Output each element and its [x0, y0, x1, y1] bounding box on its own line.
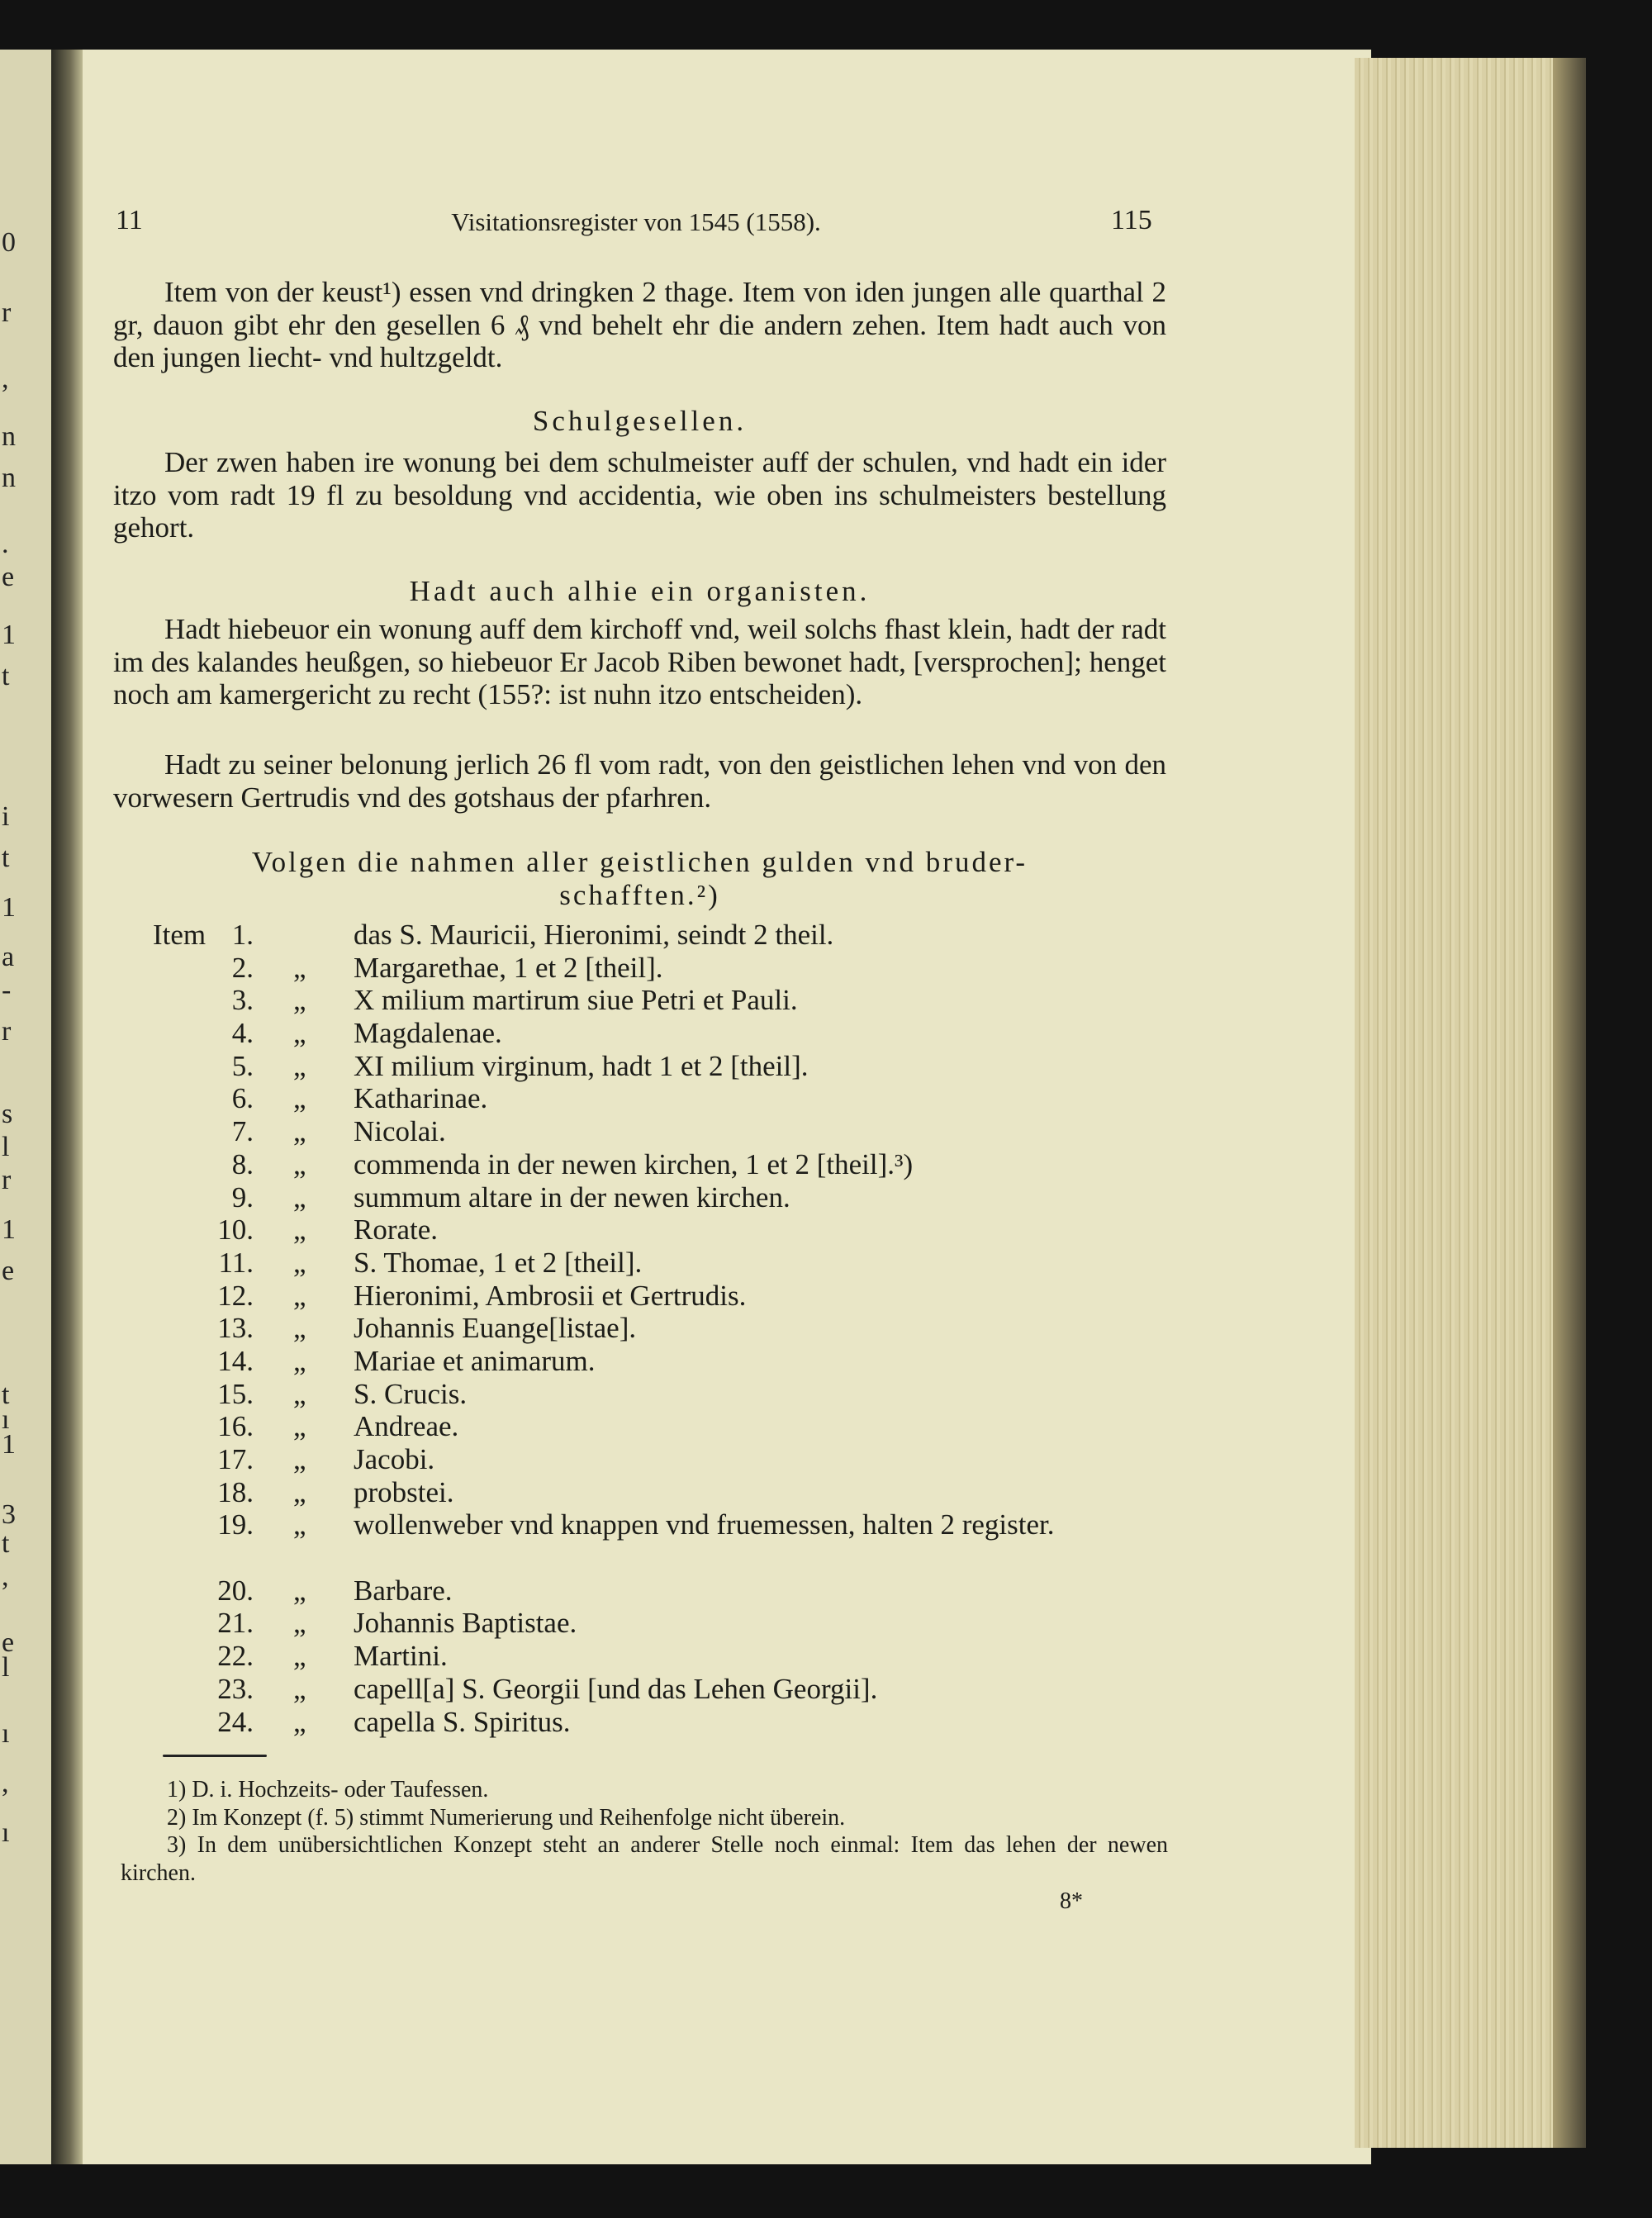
list-item-text: commenda in der newen kirchen, 1 et 2 [theil].³): [354, 1147, 914, 1180]
list-item-number: 17.: [217, 1443, 254, 1475]
margin-letter: n: [2, 463, 16, 493]
book-cover-edge: [1553, 58, 1586, 2148]
list-item: [113, 1247, 1166, 1280]
list-item-text: XI milium virginum, hadt 1 et 2 [theil].: [354, 1049, 809, 1082]
list-item-ditto: „: [293, 1180, 306, 1213]
footnotes: [121, 1776, 1168, 1888]
running-title: Visitationsregister von 1545 (1558).: [451, 207, 821, 236]
list-item-ditto: „: [293, 1475, 306, 1508]
signature-mark: 8*: [1060, 1888, 1083, 1914]
list-item: [113, 1050, 1166, 1083]
page-edges: [1355, 58, 1578, 2148]
list-item-text: Katharinae.: [354, 1082, 488, 1115]
list-item: [113, 952, 1166, 985]
book-gutter: [51, 50, 83, 2164]
list-item-ditto: „: [293, 1213, 306, 1247]
list-item-number: 11.: [218, 1246, 254, 1279]
margin-letter: ,: [2, 1561, 9, 1592]
margin-letter: e: [2, 1627, 15, 1658]
list-item: [113, 1115, 1166, 1148]
margin-letter: t: [2, 661, 10, 691]
list-item-number: 23.: [217, 1672, 254, 1705]
list-item: [113, 1410, 1166, 1443]
margin-letter: ,: [2, 363, 9, 394]
margin-letter: l: [2, 1132, 10, 1162]
list-item: [113, 919, 1166, 952]
list-item-text: Magdalenae.: [354, 1017, 502, 1050]
list-item-text: Barbare.: [354, 1574, 453, 1607]
list-item: [113, 1017, 1166, 1050]
list-item-ditto: „: [293, 1017, 306, 1050]
heading-organisten: Hadt auch alhie ein organisten.: [409, 575, 871, 607]
list-item-text: Mariae et animarum.: [354, 1344, 596, 1377]
list-item-text: Margarethae, 1 et 2 [theil].: [354, 951, 663, 984]
list-item-text: X milium martirum siue Petri et Pauli.: [354, 984, 798, 1017]
list-item: [113, 1443, 1166, 1476]
list-item-text: Nicolai.: [354, 1115, 446, 1148]
list-item-number: 13.: [217, 1312, 254, 1345]
section-number: 11: [116, 205, 143, 235]
list-item-number: 4.: [231, 1017, 254, 1050]
margin-letter: t: [2, 1528, 10, 1559]
list-item-number: 18.: [217, 1475, 254, 1508]
list-item-ditto: „: [293, 1377, 306, 1410]
margin-letter: ı: [2, 1718, 10, 1749]
margin-letter: 0: [2, 227, 16, 258]
footnote-2: 2) Im Konzept (f. 5) stimmt Numerierung und Reihenfolge nicht überein.: [167, 1804, 846, 1831]
list-item-ditto: „: [293, 984, 306, 1017]
heading-list-line-1: Volgen die nahmen aller geistlichen gulden vnd bruder-: [251, 846, 1028, 878]
list-item-text: probstei.: [354, 1475, 454, 1508]
list-item-text: summum altare in der newen kirchen.: [354, 1180, 790, 1213]
guild-list: [113, 919, 1166, 1738]
margin-letter: n: [2, 421, 16, 452]
list-item-number: 22.: [217, 1640, 254, 1673]
margin-letter: r: [2, 1016, 12, 1047]
margin-letter: l: [2, 1652, 10, 1683]
margin-letter: 1: [2, 620, 16, 650]
list-item: [113, 1673, 1166, 1706]
margin-letter: ,: [2, 1768, 9, 1798]
margin-letter: t: [2, 1380, 10, 1410]
list-item-number: 12.: [217, 1279, 254, 1312]
list-item: [113, 1082, 1166, 1115]
margin-letter: e: [2, 562, 15, 592]
footnote-3: 3) In dem unübersichtlichen Konzept steht an anderer Stelle noch einmal: Item das lehen der newen kirchen.: [121, 1832, 1168, 1887]
margin-letter: i: [2, 801, 10, 832]
margin-letter: -: [2, 975, 12, 1005]
list-item-number: 21.: [217, 1607, 254, 1640]
list-item-text: Andreae.: [354, 1410, 459, 1443]
list-item-text: capell[a] S. Georgii [und das Lehen Georgii].: [354, 1672, 878, 1705]
list-item: [113, 1706, 1166, 1739]
list-item-text: Jacobi.: [354, 1443, 435, 1475]
margin-letter: e: [2, 1256, 15, 1286]
list-item-ditto: „: [293, 951, 306, 984]
list-item-number: 8.: [231, 1147, 254, 1180]
list-item-number: 24.: [217, 1705, 254, 1738]
list-item-ditto: „: [293, 1279, 306, 1312]
list-item-number: 20.: [217, 1574, 254, 1607]
list-item: [113, 1378, 1166, 1411]
list-item-text: Johannis Euange[listae].: [354, 1312, 637, 1345]
footnote-rule: [163, 1755, 267, 1757]
list-item: [113, 1508, 1166, 1574]
list-item: [113, 1148, 1166, 1181]
list-item-number: 2.: [231, 951, 254, 984]
list-item-text: Johannis Baptistae.: [354, 1607, 577, 1640]
margin-letter: 1: [2, 892, 16, 923]
heading-list-line-2: schafften.²): [559, 879, 720, 911]
page-number: 115: [1111, 205, 1152, 235]
list-item: [113, 1476, 1166, 1509]
list-item: [113, 1640, 1166, 1673]
list-item-text: Martini.: [354, 1640, 448, 1673]
margin-letter: r: [2, 297, 12, 328]
margin-letter: t: [2, 843, 10, 873]
margin-letter: ı: [2, 1817, 10, 1848]
paragraph-4: Hadt zu seiner belonung jerlich 26 fl vom radt, von den geistlichen lehen vnd von den vorwesern Gertrudis vnd des gotshaus der pfarhren.: [113, 748, 1166, 814]
list-item-ditto: „: [293, 1607, 306, 1640]
margin-letter: 3: [2, 1499, 16, 1530]
footnote-1: 1) D. i. Hochzeits- oder Taufessen.: [167, 1777, 489, 1802]
list-item: [113, 1181, 1166, 1214]
margin-letter: s: [2, 1099, 13, 1129]
list-item: [113, 1607, 1166, 1640]
list-item-ditto: „: [293, 1574, 306, 1607]
paragraph-1: Item von der keust¹) essen vnd dringken 2 thage. Item von iden jungen alle quarthal 2 gr, dauon gibt ehr den gesellen 6 ₰ vnd behelt ehr die andern zehen. Item hadt auch von den jungen liecht- vnd hultzgeldt.: [113, 276, 1166, 374]
list-item-text: Hieronimi, Ambrosii et Gertrudis.: [354, 1279, 747, 1312]
list-item-number: 5.: [231, 1049, 254, 1082]
list-item-number: 16.: [217, 1410, 254, 1443]
list-item-text: Rorate.: [354, 1213, 439, 1247]
list-item-text: S. Crucis.: [354, 1377, 468, 1410]
list-item-number: 10.: [217, 1213, 254, 1247]
list-item-ditto: „: [293, 1705, 306, 1738]
list-item-text: wollenweber vnd knappen vnd fruemessen, halten 2 register.: [354, 1508, 1055, 1541]
list-item-ditto: „: [293, 1344, 306, 1377]
list-item-ditto: „: [293, 1147, 306, 1180]
list-item-number: 19.: [217, 1508, 254, 1541]
list-item-ditto: „: [293, 1672, 306, 1705]
list-item-ditto: „: [293, 1443, 306, 1475]
paragraph-2: Der zwen haben ire wonung bei dem schulmeister auff der schulen, vnd hadt ein ider itzo vom radt 19 fl zu besoldung vnd accidentia, wie oben ins schulmeisters bestellung gehort.: [113, 446, 1166, 544]
list-item-number: 1.: [231, 919, 254, 951]
list-item-ditto: „: [293, 1312, 306, 1345]
list-item: [113, 1574, 1166, 1608]
list-item-number: 3.: [231, 984, 254, 1017]
list-item-ditto: „: [293, 1410, 306, 1443]
margin-letter: a: [2, 942, 15, 972]
list-item-number: 6.: [231, 1082, 254, 1115]
margin-letter: r: [2, 1165, 12, 1195]
list-item: [113, 984, 1166, 1017]
list-item-text: S. Thomae, 1 et 2 [theil].: [354, 1246, 643, 1279]
list-item-ditto: „: [293, 1082, 306, 1115]
list-item-number: 9.: [231, 1180, 254, 1213]
list-item-ditto: „: [293, 1115, 306, 1148]
list-item-ditto: „: [293, 1246, 306, 1279]
list-item-number: 7.: [231, 1115, 254, 1148]
list-item: [113, 1312, 1166, 1345]
paragraph-3: Hadt hiebeuor ein wonung auff dem kirchoff vnd, weil solchs fhast klein, hadt der radt im des kalandes heußgen, so hiebeuor Er Jacob Riben bewonet hadt, [versprochen]; henget noch am kamergericht zu recht (155?: ist nuhn itzo entscheiden).: [113, 613, 1166, 711]
margin-letter: 1: [2, 1214, 16, 1245]
list-item-ditto: Item: [153, 919, 206, 951]
margin-letter: .: [2, 529, 9, 559]
margin-letter: ı: [2, 1404, 10, 1435]
heading-schulgesellen: Schulgesellen.: [532, 405, 748, 437]
list-item-number: 15.: [217, 1377, 254, 1410]
list-item-ditto: „: [293, 1049, 306, 1082]
list-item-number: 14.: [217, 1344, 254, 1377]
list-item: [113, 1345, 1166, 1378]
list-item-ditto: „: [293, 1640, 306, 1673]
list-item: [113, 1213, 1166, 1247]
list-item: [113, 1280, 1166, 1313]
list-item-text: capella S. Spiritus.: [354, 1705, 571, 1738]
list-item-ditto: „: [293, 1508, 306, 1541]
margin-letter: 1: [2, 1429, 16, 1460]
list-item-text: das S. Mauricii, Hieronimi, seindt 2 theil.: [354, 919, 834, 951]
